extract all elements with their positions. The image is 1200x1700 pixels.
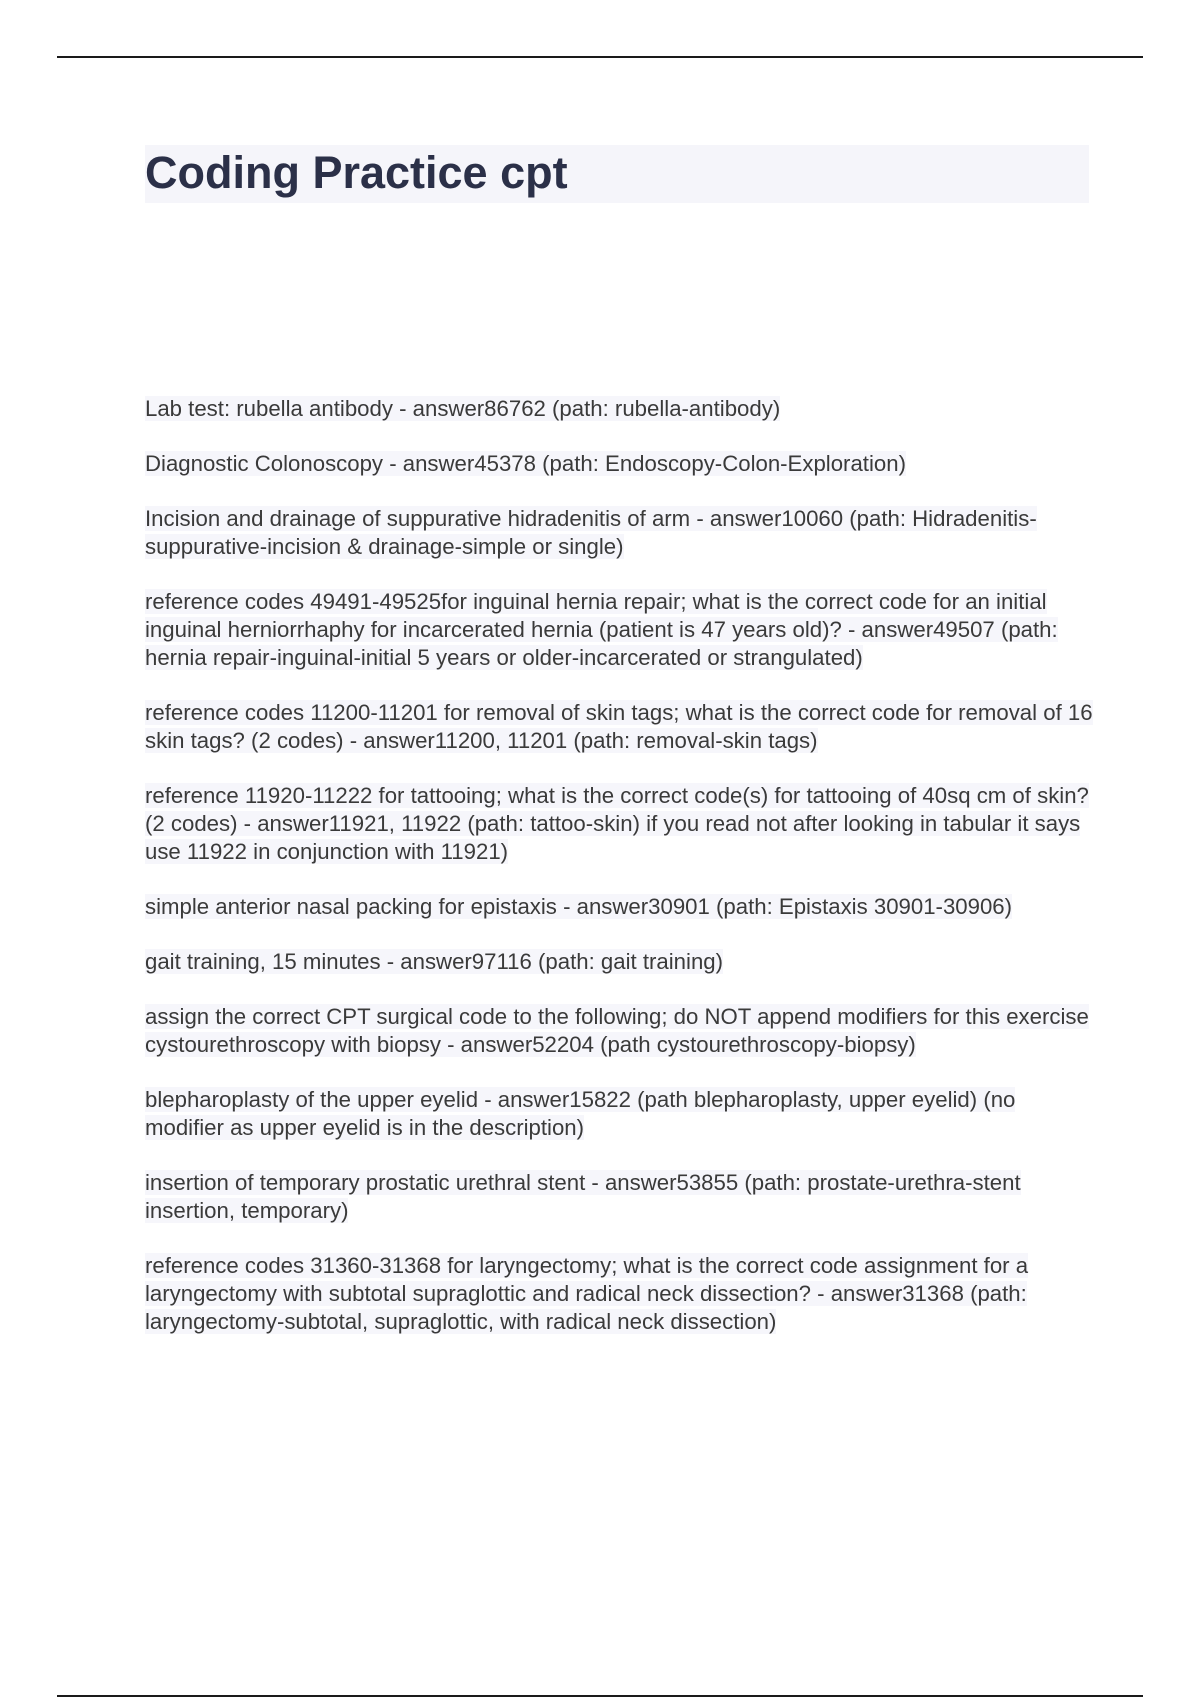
qa-entry (145, 948, 1095, 976)
qa-entry (145, 1086, 1095, 1142)
qa-entry (145, 893, 1095, 921)
qa-entry (145, 1169, 1095, 1225)
qa-entry-text: Lab test: rubella antibody - answer86762 (path: rubella-antibody) (145, 396, 781, 421)
qa-entry (145, 782, 1095, 866)
qa-entry-text: insertion of temporary prostatic urethral stent - answer53855 (path: prostate-urethra-stent insertion, temporary) (145, 1170, 1021, 1223)
top-rule (57, 56, 1143, 58)
qa-list (145, 395, 1095, 1363)
qa-entry (145, 1252, 1095, 1336)
qa-entry (145, 450, 1095, 478)
bottom-rule (57, 1695, 1143, 1697)
qa-entry-text: simple anterior nasal packing for epistaxis - answer30901 (path: Epistaxis 30901-30906) (145, 894, 1013, 919)
qa-entry-text: assign the correct CPT surgical code to the following; do NOT append modifiers for this exercise cystourethroscopy with biopsy - answer52204 (path cystourethroscopy-biopsy) (145, 1004, 1089, 1057)
qa-entry (145, 1003, 1095, 1059)
qa-entry-text: Diagnostic Colonoscopy - answer45378 (path: Endoscopy-Colon-Exploration) (145, 451, 906, 476)
qa-entry-text: reference codes 11200-11201 for removal of skin tags; what is the correct code for removal of 16 skin tags? (2 codes) - answer11200, 11201 (path: removal-skin tags) (145, 700, 1093, 753)
page-title: Coding Practice cpt (145, 147, 568, 198)
qa-entry-text: blepharoplasty of the upper eyelid - answer15822 (path blepharoplasty, upper eyelid) (no modifier as upper eyelid is in the description) (145, 1087, 1016, 1140)
qa-entry-text: reference codes 49491-49525for inguinal hernia repair; what is the correct code for an initial inguinal herniorrhaphy for incarcerated hernia (patient is 47 years old)? - answer49507 (path: hernia repair-inguinal-initial 5 years or older-incarcerated or strangulated) (145, 589, 1058, 670)
qa-entry (145, 588, 1095, 672)
qa-entry-text: reference 11920-11222 for tattooing; what is the correct code(s) for tattooing of 40sq cm of skin? (2 codes) - answer11921, 11922 (path: tattoo-skin) if you read not after looking in tabular it says use 11922 in conjunction with 11921) (145, 783, 1089, 864)
qa-entry-text: reference codes 31360-31368 for laryngectomy; what is the correct code assignment for a laryngectomy with subtotal supraglottic and radical neck dissection? - answer31368 (path: laryngectomy-subtotal, supraglottic, with radical neck dissection) (145, 1253, 1029, 1334)
qa-entry (145, 395, 1095, 423)
qa-entry-text: gait training, 15 minutes - answer97116 (path: gait training) (145, 949, 724, 974)
qa-entry (145, 505, 1095, 561)
qa-entry-text: Incision and drainage of suppurative hidradenitis of arm - answer10060 (path: Hidradenitis-suppurative-incision & drainage-simple or single) (145, 506, 1037, 559)
qa-entry (145, 699, 1095, 755)
